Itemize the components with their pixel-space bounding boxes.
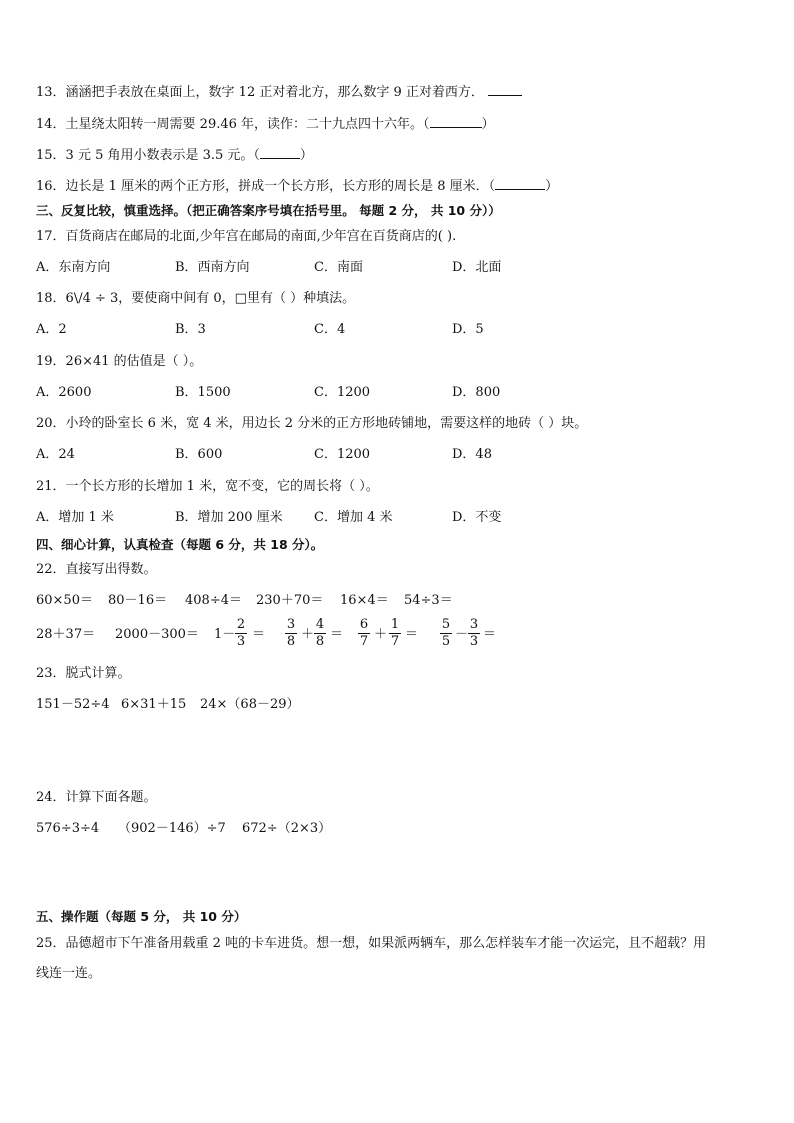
q18-option-c[interactable]: C．4 <box>314 322 346 337</box>
q17-option-a[interactable]: A．东南方向 <box>36 260 111 275</box>
equals-sign: ＝ <box>330 627 344 642</box>
calc-item: 24×（68－29） <box>200 697 300 712</box>
question-23-text: 23．脱式计算。 <box>36 666 131 681</box>
question-15 <box>36 146 313 165</box>
q18-option-b[interactable]: B．3 <box>175 322 206 337</box>
q17-option-c[interactable]: C．南面 <box>314 260 363 275</box>
section-3-heading: 三、反复比较，慎重选择。（把正确答案序号填在括号里。 每题 2 分， 共 10 分）） <box>36 203 501 218</box>
question-20-text: 20．小玲的卧室长 6 米，宽 4 米，用边长 2 分米的正方形地砖铺地，需要这样的地砖（ ）块。 <box>36 416 588 431</box>
answer-blank-14[interactable] <box>430 115 482 128</box>
q20-option-a[interactable]: A．24 <box>36 447 75 462</box>
question-25-line-2: 线连一连。 <box>36 966 102 981</box>
q21-option-b[interactable]: B．增加 200 厘米 <box>175 510 283 525</box>
q19-option-b[interactable]: B．1500 <box>175 385 231 400</box>
question-24-text: 24．计算下面各题。 <box>36 790 157 805</box>
q21-option-a[interactable]: A．增加 1 米 <box>36 510 114 525</box>
q19-option-a[interactable]: A．2600 <box>36 385 92 400</box>
question-14 <box>36 115 495 134</box>
calc-item: 54÷3＝ <box>404 593 453 608</box>
q17-option-b[interactable]: B．西南方向 <box>175 260 250 275</box>
calc-item: 230＋70＝ <box>256 593 324 608</box>
operator: ＋ <box>301 627 315 642</box>
q21-option-d[interactable]: D．不变 <box>452 510 502 525</box>
answer-blank-15[interactable] <box>260 146 300 159</box>
fraction: 3 3 <box>469 617 479 649</box>
calc-item: 408÷4＝ <box>185 593 242 608</box>
question-14-text: 14．土星绕太阳转一周需要 29.46 年，读作：二十九点四十六年。（ <box>36 117 430 132</box>
q19-option-d[interactable]: D．800 <box>452 385 501 400</box>
question-19-text: 19．26×41 的估值是（ ）。 <box>36 354 203 369</box>
equals-sign: ＝ <box>405 627 419 642</box>
calc-item: （902－146）÷7 <box>118 821 226 836</box>
fraction: 1 7 <box>390 617 400 649</box>
question-25-line-1: 25．品德超市下午准备用载重 2 吨的卡车进货。想一想，如果派两辆车，那么怎样装车才能一次运完，且不超载？用 <box>36 936 707 951</box>
calc-item: 151－52÷4 <box>36 697 110 712</box>
q20-option-d[interactable]: D．48 <box>452 447 492 462</box>
operator: － <box>455 627 469 642</box>
section-4-heading: 四、细心计算，认真检查（每题 6 分，共 18 分）。 <box>36 537 324 552</box>
question-21-text: 21．一个长方形的长增加 1 米，宽不变，它的周长将（ ）。 <box>36 479 379 494</box>
q20-option-c[interactable]: C．1200 <box>314 447 371 462</box>
fraction: 4 8 <box>315 617 325 649</box>
calc-item: 672÷（2×3） <box>242 821 332 836</box>
question-14-tail: ） <box>481 117 495 132</box>
calc-item: 28＋37＝ <box>36 627 96 642</box>
question-16-tail: ） <box>545 179 559 194</box>
calc-item: 2000－300＝ <box>115 627 199 642</box>
fraction: 5 5 <box>441 617 451 649</box>
q17-option-d[interactable]: D．北面 <box>452 260 502 275</box>
q18-option-d[interactable]: D．5 <box>452 322 484 337</box>
question-16 <box>36 177 558 196</box>
fraction: 2 3 <box>236 617 246 649</box>
question-13 <box>36 83 522 102</box>
question-18-text: 18．6\/4 ÷ 3，要使商中间有 0，□里有（ ）种填法。 <box>36 291 356 306</box>
question-15-text: 15．3 元 5 角用小数表示是 3.5 元。（ <box>36 148 260 163</box>
q18-option-a[interactable]: A．2 <box>36 322 67 337</box>
calc-item: 16×4＝ <box>340 593 389 608</box>
fraction: 3 8 <box>286 617 296 649</box>
equals-sign: ＝ <box>483 627 497 642</box>
q20-option-b[interactable]: B．600 <box>175 447 223 462</box>
q21-option-c[interactable]: C．增加 4 米 <box>314 510 393 525</box>
frac-expr-1-lead: 1－ <box>214 627 236 642</box>
q19-option-c[interactable]: C．1200 <box>314 385 371 400</box>
question-15-tail: ） <box>299 148 313 163</box>
section-5-heading: 五、操作题（每题 5 分， 共 10 分） <box>36 909 247 924</box>
calc-item: 6×31＋15 <box>121 697 187 712</box>
calc-item: 80－16＝ <box>108 593 168 608</box>
question-17-text: 17．百货商店在邮局的北面,少年宫在邮局的南面,少年宫在百货商店的( ). <box>36 229 457 244</box>
fraction: 6 7 <box>359 617 369 649</box>
operator: ＋ <box>374 627 388 642</box>
answer-blank-13[interactable] <box>488 83 522 96</box>
question-13-text: 13．涵涵把手表放在桌面上，数字 12 正对着北方，那么数字 9 正对着西方． <box>36 85 484 100</box>
answer-blank-16[interactable] <box>495 177 545 190</box>
question-16-text: 16．边长是 1 厘米的两个正方形，拼成一个长方形，长方形的周长是 8 厘米．（ <box>36 179 496 194</box>
equals-sign: ＝ <box>252 627 266 642</box>
calc-item: 60×50＝ <box>36 593 93 608</box>
question-22-text: 22．直接写出得数。 <box>36 562 157 577</box>
calc-item: 576÷3÷4 <box>36 821 100 836</box>
